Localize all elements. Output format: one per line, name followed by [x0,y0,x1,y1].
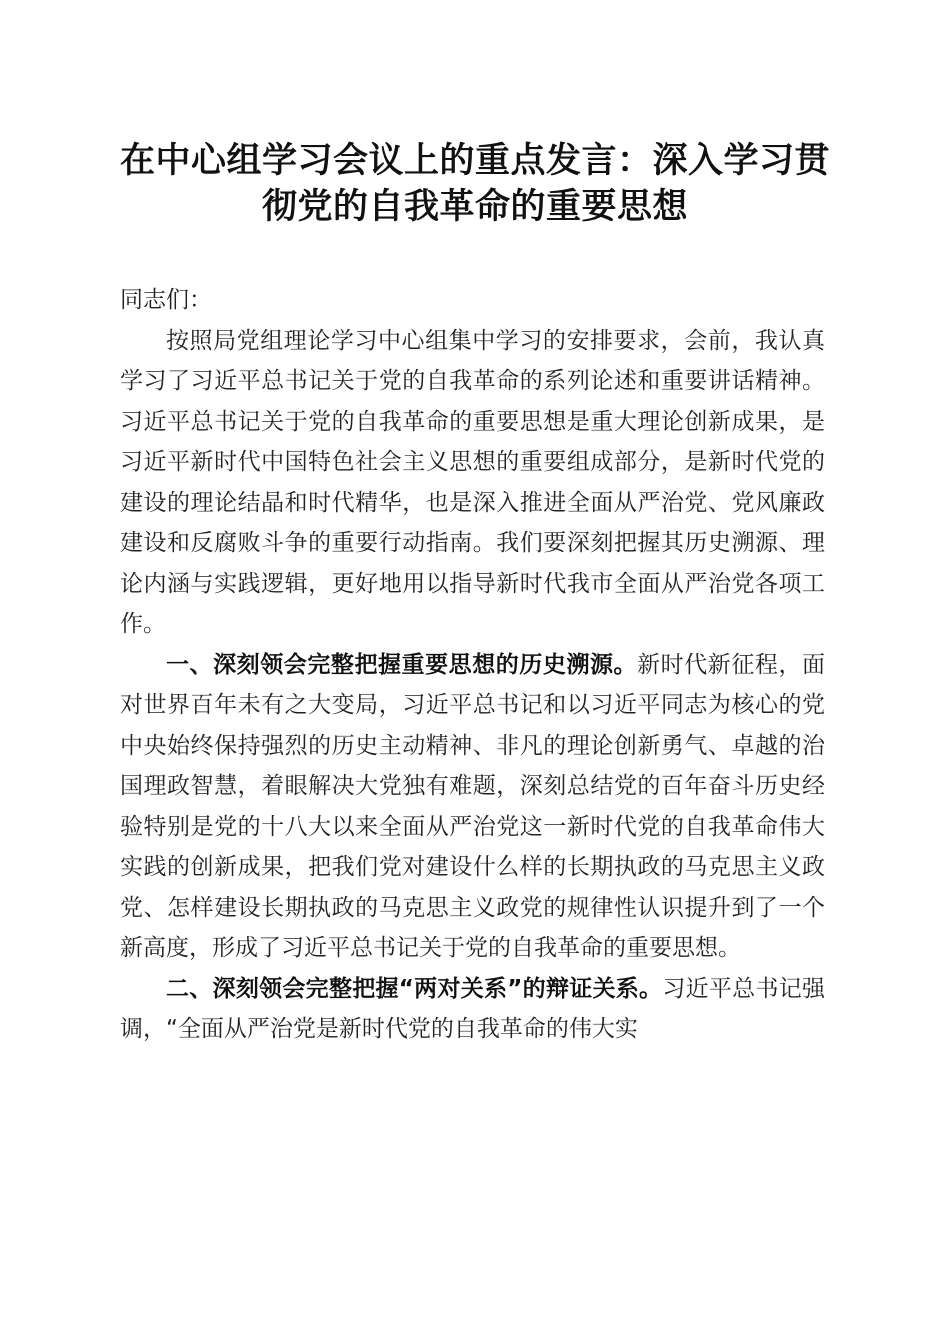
section-2-body: 习近平总书记强调，“全面从严治党是新时代党的自我革命的伟大实 [120,975,826,1042]
section-2-heading: 二、深刻领会完整把握“两对关系”的辩证关系。 [166,975,663,1002]
title-line-2: 彻党的自我革命的重要思想 [261,186,688,227]
section-1-paragraph [120,645,825,969]
intro-paragraph: 按照局党组理论学习中心组集中学习的安排要求，会前，我认真学习了习近平总书记关于党的自我革命的系列论述和重要讲话精神。习近平总书记关于党的自我革命的重要思想是重大理论创新成果，是习近平新时代中国特色社会主义思想的重要组成部分，是新时代党的建设的理论结晶和时代精华，也是深入推进全面从严治党、党风廉政建设和反腐败斗争的重要行动指南。我们要深刻把握其历史溯源、理论内涵与实践逻辑，更好地用以指导新时代我市全面从严治党各项工作。 [120,327,825,637]
section-2-paragraph [120,969,825,1050]
salutation: 同志们： [120,287,212,313]
section-1-heading: 一、深刻领会完整把握重要思想的历史溯源。 [166,651,638,678]
document-body [120,280,825,1050]
document-title [100,138,850,230]
title-line-1: 在中心组学习会议上的重点发言：深入学习贯 [119,140,830,181]
section-1-body: 新时代新征程，面对世界百年未有之大变局，习近平总书记和以习近平同志为核心的党中央始终保持强烈的历史主动精神、非凡的理论创新勇气、卓越的治国理政智慧，着眼解决大党独有难题，深刻总结党的百年奋斗历史经验特别是党的十八大以来全面从严治党这一新时代党的自我革命伟大实践的创新成果，把我们党对建设什么样的长期执政的马克思主义政党、怎样建设长期执政的马克思主义政党的规律性认识提升到了一个新高度，形成了习近平总书记关于党的自我革命的重要思想。 [120,651,826,961]
